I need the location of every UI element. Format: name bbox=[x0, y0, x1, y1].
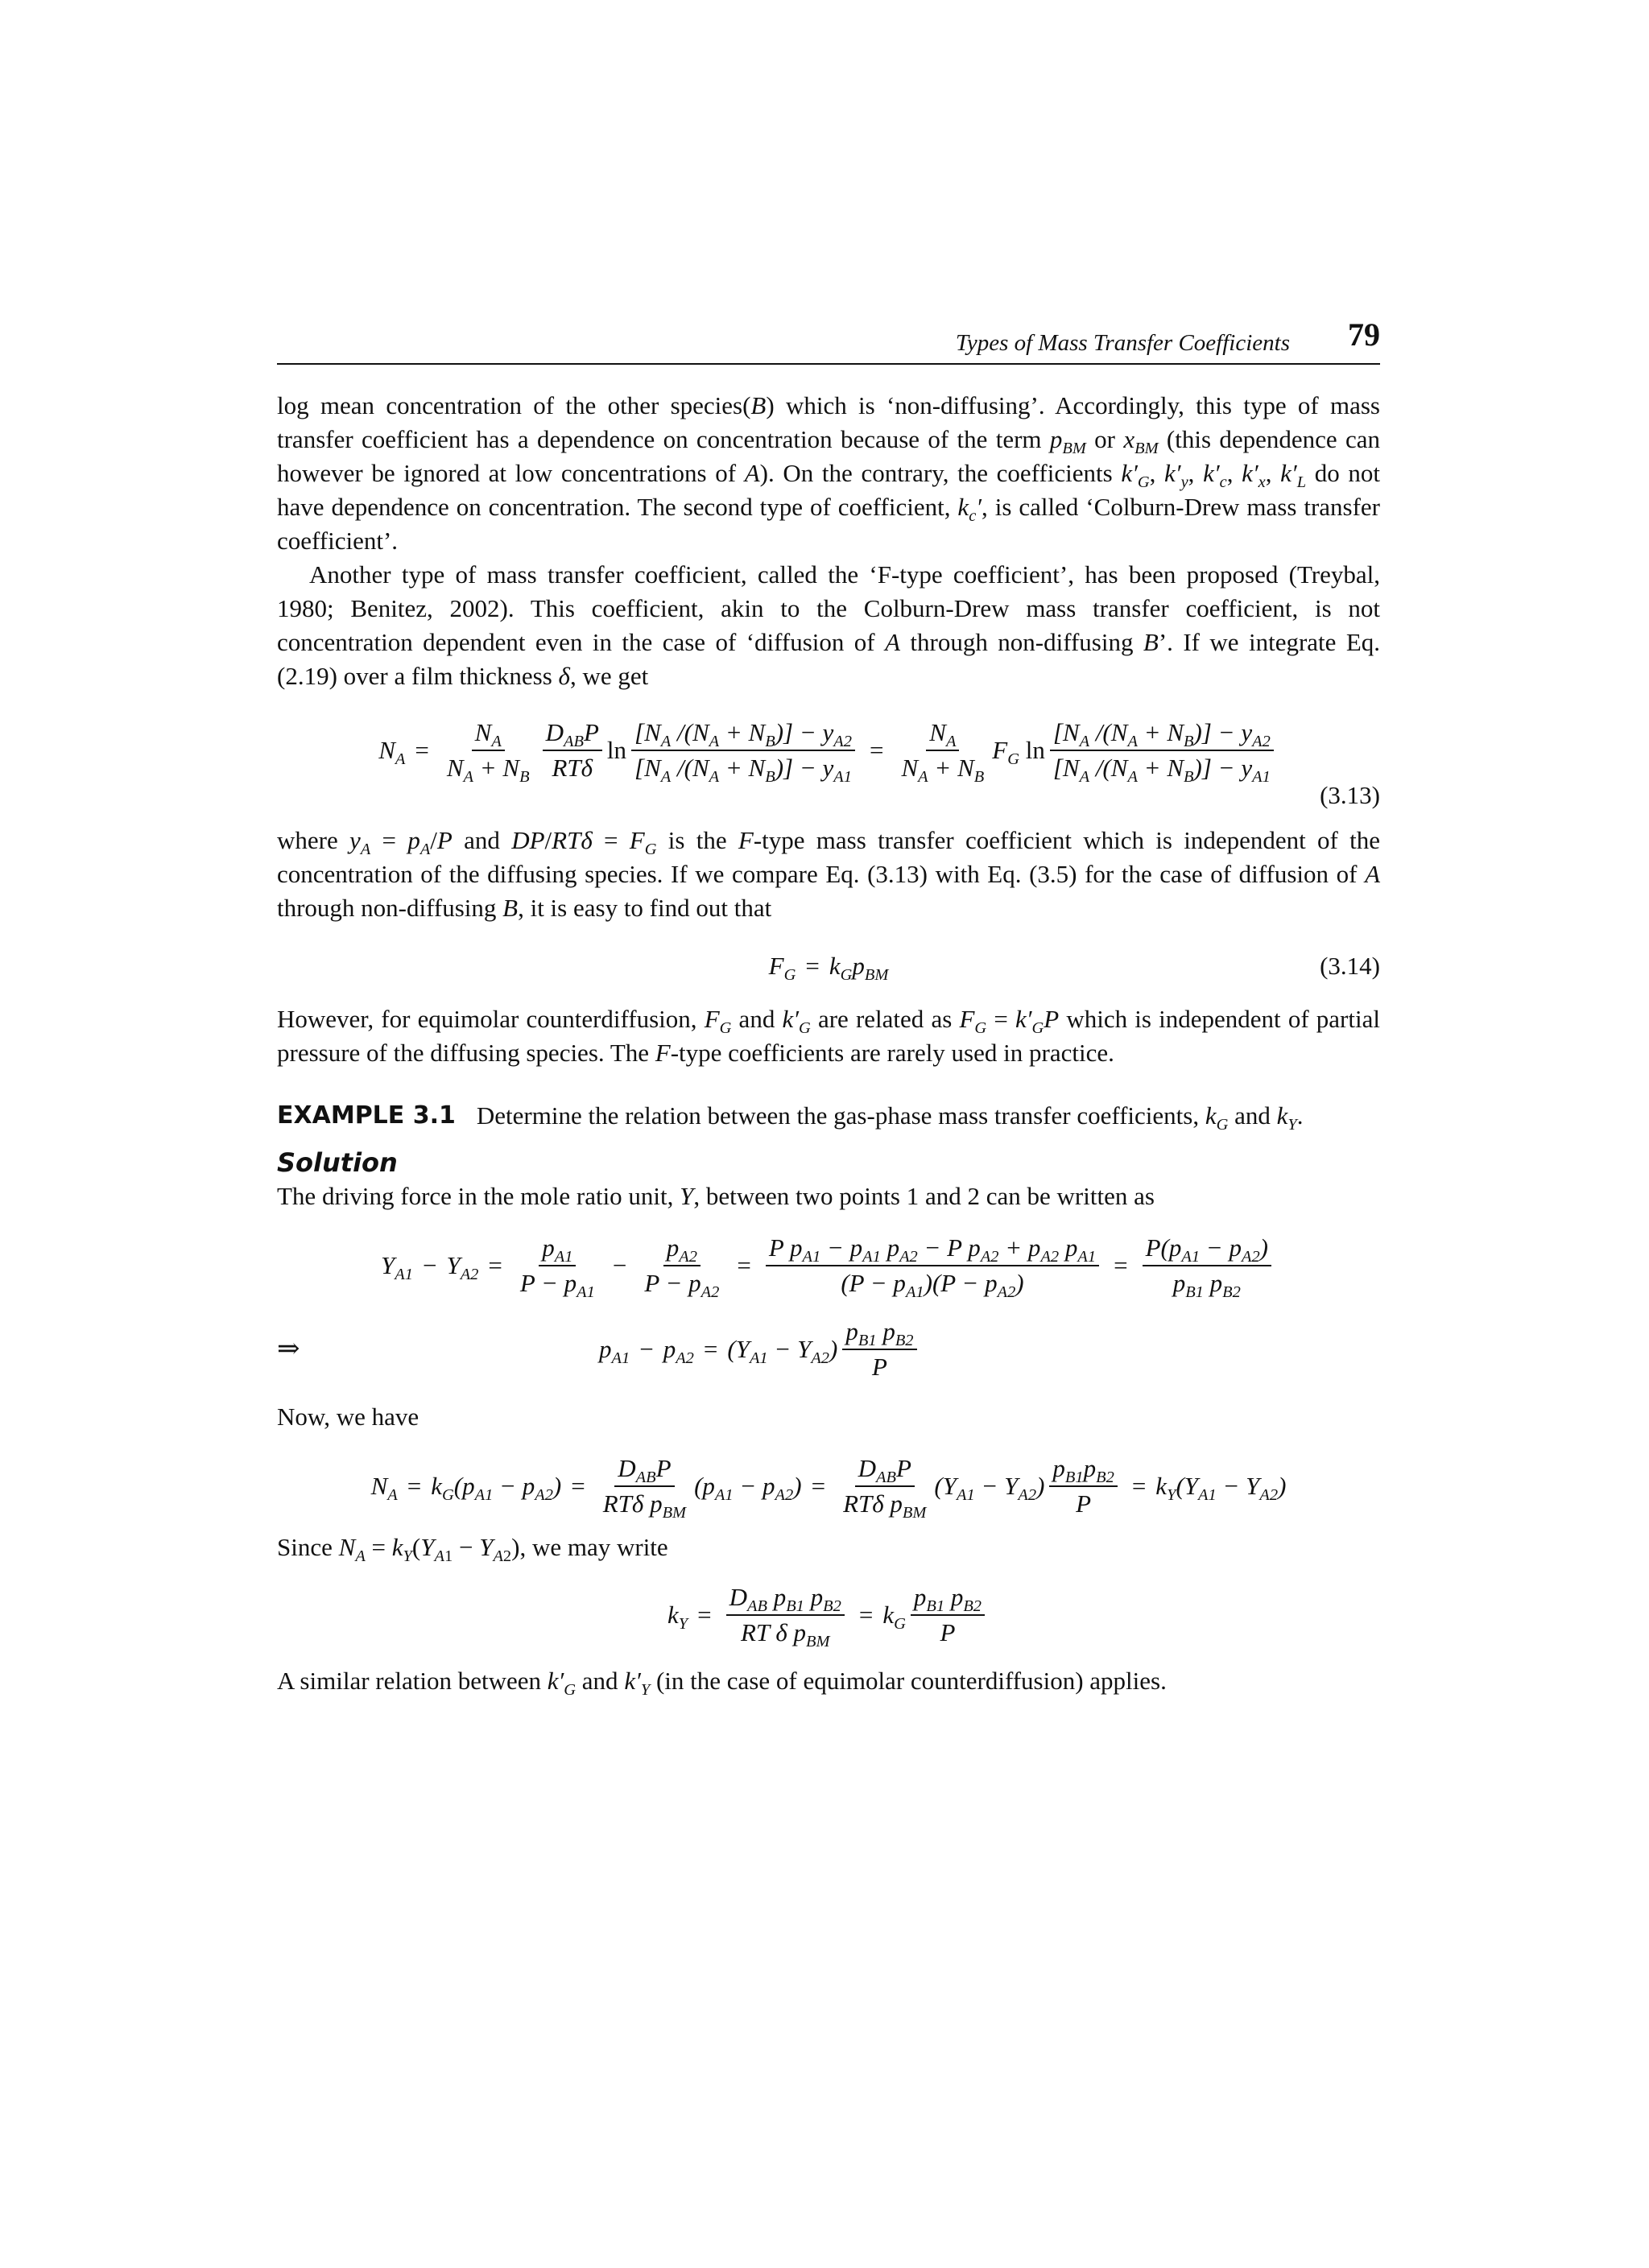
equation-partial-pressure: $p_{A1}$ − $p_{A2}$ = $(Y_{A1} - Y_{A2})$ $\frac{p_{B1} p_{B2}}{P}$ bbox=[599, 1316, 922, 1382]
implies-arrow: ⇒ bbox=[277, 1334, 300, 1364]
p1-text: log mean concentration of the other species(B) which is ‘non-diffusing’. Accordingly, this type of mass transfer coefficient has a dependence on concentration because of the term $p_{BM}$ or $x_{BM}$ (this dependence can however be ignored at low concentrations of A). On the contrary, the coefficients $k'_G$, $k'_y$, $k'_c$, $k'_x$, $k'_L$ do not have dependence on concentration. The second type of coefficient, $k_c'$, is called ‘Colburn-Drew mass transfer coefficient’. bbox=[277, 391, 1380, 555]
paragraph-4 bbox=[277, 1002, 1380, 1070]
page-number: 79 bbox=[1348, 316, 1380, 353]
running-head-title: Types of Mass Transfer Coefficients bbox=[955, 330, 1290, 356]
solution-heading: Solution bbox=[277, 1147, 398, 1178]
example-text: Determine the relation between the gas-phase mass transfer coefficients, $k_G$ and $k_Y$. bbox=[476, 1101, 1304, 1134]
equation-mole-ratio: $Y_{A1}$ − $Y_{A2}$ = $\frac{p_{A1}}{P - p_{A1}}$ − $\frac{p_{A2}}{P - p_{A2}}$ = $\frac{P p_{A1} - p_{A1} p_{A2} - P p_{A2} + p_{A2} p_{A1}}{(P - p_{A1})(P - p_{A2})}$ = $\frac{P(p_{A1} - p_{A2})}{p_{B1} p_{B2}}$ bbox=[277, 1233, 1380, 1299]
example-label: EXAMPLE 3.1 bbox=[277, 1101, 456, 1130]
paragraph-2 bbox=[277, 558, 1380, 693]
paragraph-5 bbox=[277, 1179, 1380, 1213]
p5-text: The driving force in the mole ratio unit, Y, between two points 1 and 2 can be written as bbox=[277, 1182, 1155, 1210]
paragraph-6: Now, we have bbox=[277, 1403, 419, 1431]
p3-text: where $y_A = p_A/P$ and $DP/RT\delta = F_G$ is the F-type mass transfer coefficient which is independent of the concentration of the diffusing species. If we compare Eq. (3.13) with Eq. (3.5) for the case of diffusion of A through non-diffusing B, it is easy to find out that bbox=[277, 826, 1380, 922]
paragraph-8 bbox=[277, 1664, 1380, 1698]
p2-text: Another type of mass transfer coefficient, called the ‘F-type coefficient’, has been proposed (Treybal, 1980; Benitez, 2002). This coefficient, akin to the Colburn-Drew mass transfer coefficient, is not concentration dependent even in the case of ‘diffusion of A through non-diffusing B’. If we integrate Eq. (2.19) over a film thickness δ, we get bbox=[277, 560, 1381, 690]
page bbox=[277, 318, 1380, 1698]
paragraph-1 bbox=[277, 389, 1380, 558]
equation-3-14: $F_G$ = $k_Gp_{BM}$ (3.14) bbox=[277, 949, 1380, 983]
equation-ky: $k_Y$ = $\frac{D_{AB} p_{B1} p_{B2}}{RT \delta p_{BM}}$ = $k_G$ $\frac{p_{B1} p_{B2}}{P}$ bbox=[277, 1582, 1380, 1648]
implies-row bbox=[277, 1316, 1380, 1382]
equation-flux: $N_A$ = $k_G(p_{A1} - p_{A2})$ = $\frac{D_{AB}P}{RT\delta p_{BM}}$ $(p_{A1} - p_{A2})$ = $\frac{D_{AB}P}{RT\delta p_{BM}}$ $(Y_{A1} - Y_{A2})$ $\frac{p_{B1}p_{B2}}{P}$ = $k_Y(Y_{A1} - Y_{A2})$ bbox=[370, 1454, 1287, 1522]
example-block bbox=[277, 1099, 1380, 1133]
p4-text: However, for equimolar counterdiffusion, $F_G$ and $k'_G$ are related as $F_G = k'_GP$ which is independent of partial pressure of the diffusing species. The F-type coefficients are rarely used in practice. bbox=[277, 1005, 1380, 1067]
p7-text: Since $N_A = k_Y(Y_{A1} - Y_{A2})$, we may write bbox=[277, 1533, 668, 1566]
paragraph-3 bbox=[277, 824, 1380, 925]
running-head bbox=[277, 318, 1380, 365]
equation-3-13: $N_A$ = $\frac{N_A}{N_A + N_B}$ $\frac{D_{AB}P}{\text{RTδ}}$ ln $\frac{[N_A /(N_A + N_B)] - y_{A2}}{[N_A /(N_A + N_B)] - y_{A1}}$ = $\frac{N_A}{N_A + N_B}$ $F_G$ ln $\frac{[N_A /(N_A + N_B)] - y_{A2}}{[N_A /(N_A + N_B)] - y_{A1}}$ bbox=[277, 717, 1380, 783]
p8-text: A similar relation between $k'_G$ and $k'_Y$ (in the case of equimolar counterdiffusion) applies. bbox=[277, 1667, 1167, 1700]
equation-number-3-14: (3.14) bbox=[1320, 952, 1380, 980]
equation-number-3-13: (3.13) bbox=[1320, 781, 1380, 809]
paragraph-7 bbox=[277, 1531, 1380, 1564]
